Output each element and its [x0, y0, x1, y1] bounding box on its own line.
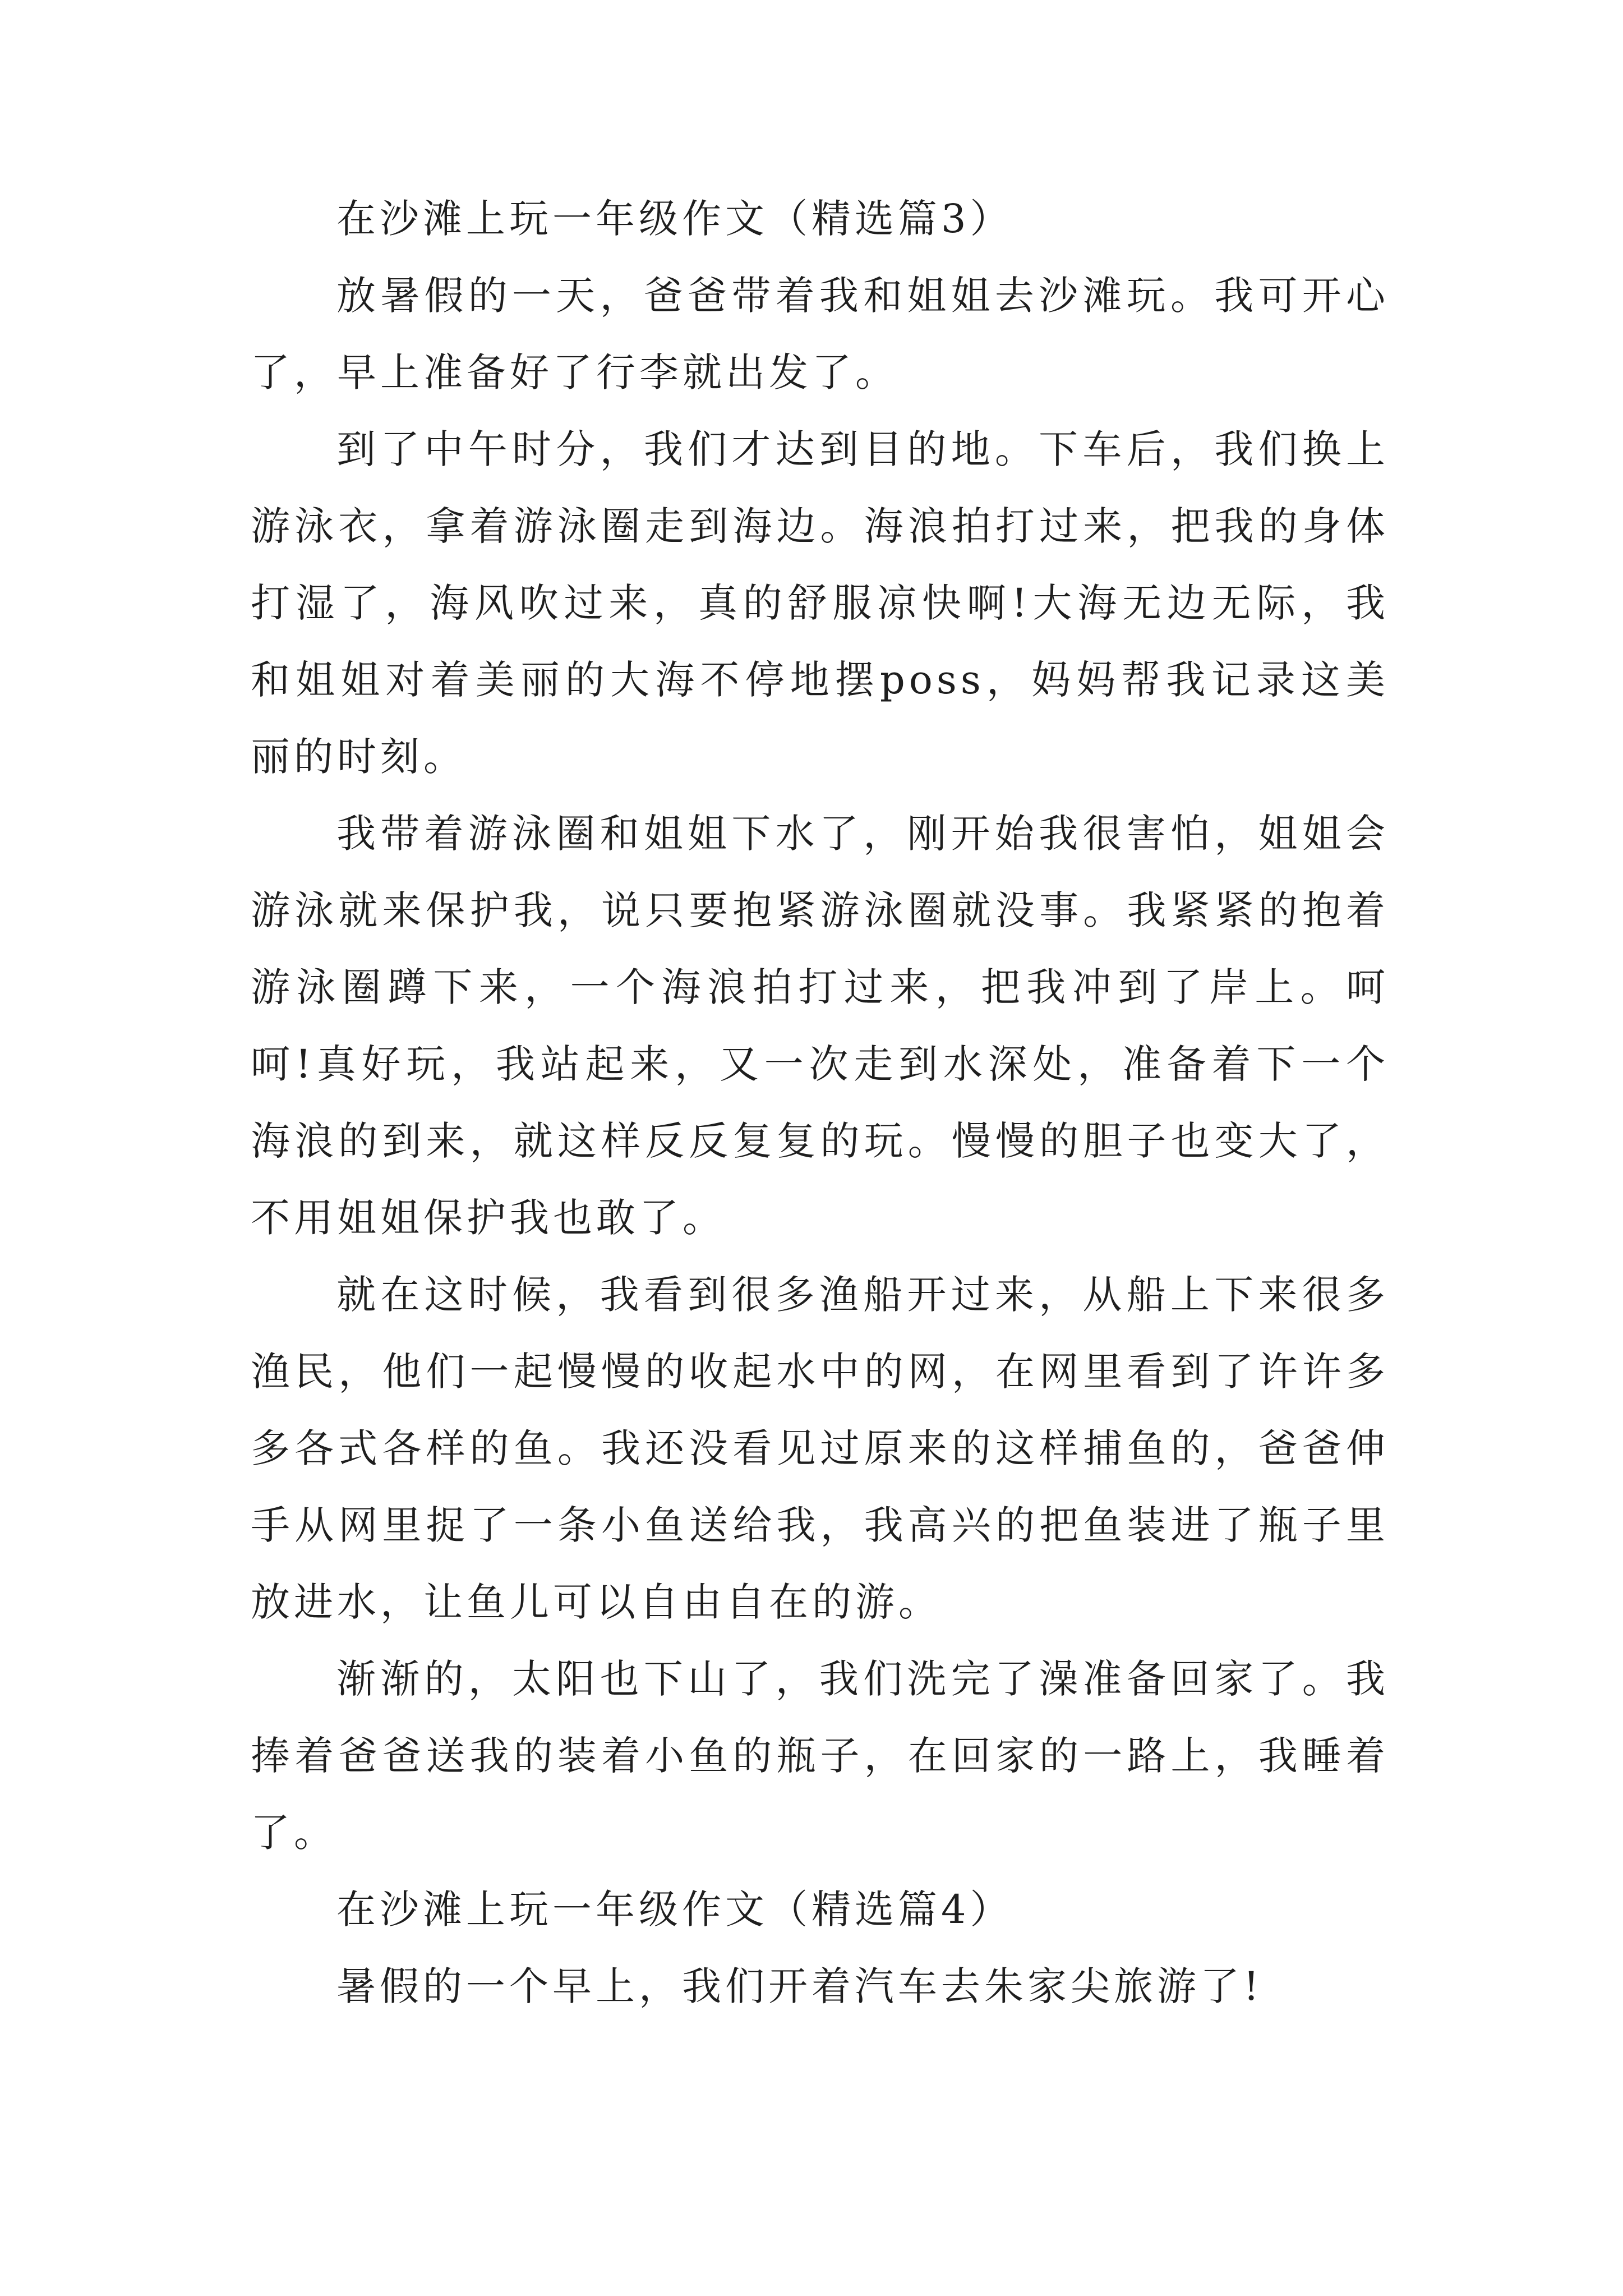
essay-heading-3: 在沙滩上玩一年级作文（精选篇3）	[336, 196, 1013, 242]
paragraph-5: 渐渐的，太阳也下山了，我们洗完了澡准备回家了。我捧着爸爸送我的装着小鱼的瓶子，在回家的一路上，我睡着了。	[251, 1656, 1389, 1856]
paragraph-1: 放暑假的一天，爸爸带着我和姐姐去沙滩玩。我可开心了，早上准备好了行李就出发了。	[251, 273, 1389, 395]
essay-heading-4: 在沙滩上玩一年级作文（精选篇4）	[336, 1887, 1013, 1932]
paragraph-3: 我带着游泳圈和姐姐下水了，刚开始我很害怕，姐姐会游泳就来保护我，说只要抱紧游泳圈就没事。我紧紧的抱着游泳圈蹲下来，一个海浪拍打过来，把我冲到了岸上。呵呵!真好玩，我站起来，又一次走到水深处，准备着下一个海浪的到来，就这样反反复复的玩。慢慢的胆子也变大了，不用姐姐保护我也敢了。	[251, 811, 1389, 1241]
paragraph-2: 到了中午时分，我们才达到目的地。下车后，我们换上游泳衣，拿着游泳圈走到海边。海浪拍打过来，把我的身体打湿了，海风吹过来，真的舒服凉快啊!大海无边无际，我和姐姐对着美丽的大海不停地摆poss，妈妈帮我记录这美丽的时刻。	[251, 426, 1389, 780]
paragraph-4: 就在这时候，我看到很多渔船开过来，从船上下来很多渔民，他们一起慢慢的收起水中的网，在网里看到了许许多多各式各样的鱼。我还没看见过原来的这样捕鱼的，爸爸伸手从网里捉了一条小鱼送给我，我高兴的把鱼装进了瓶子里放进水，让鱼儿可以自由自在的游。	[251, 1272, 1389, 1625]
document-body	[251, 181, 1389, 2025]
paragraph-6: 暑假的一个早上，我们开着汽车去朱家尖旅游了!	[336, 1963, 1264, 2009]
